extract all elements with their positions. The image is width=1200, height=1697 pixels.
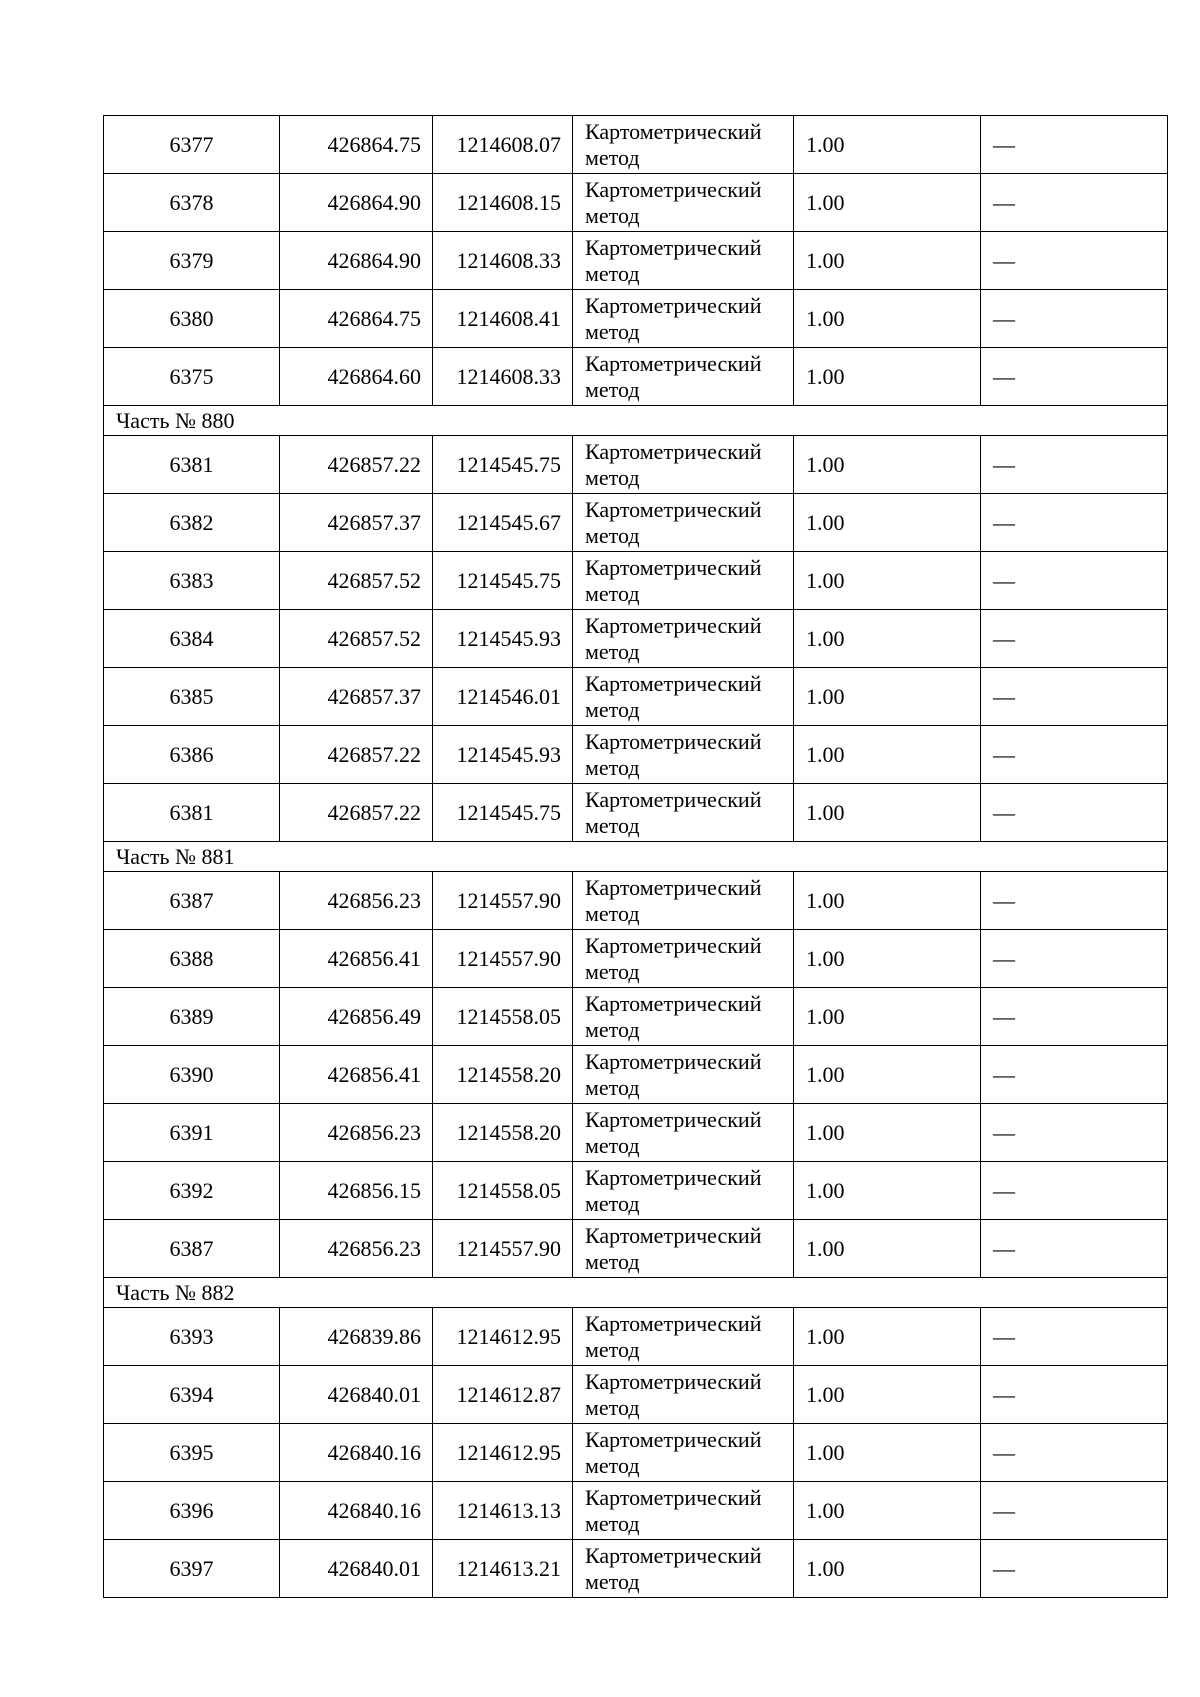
y-coordinate-cell: 1214613.21 — [433, 1540, 573, 1598]
method-text-line: Картометрический — [585, 990, 762, 1016]
y-coordinate-cell: 1214612.95 — [433, 1308, 573, 1366]
method-cell — [573, 348, 794, 406]
method-text-line: метод — [585, 464, 640, 490]
x-coordinate-cell: 426856.41 — [280, 1046, 433, 1104]
note-cell: — — [981, 872, 1168, 930]
table-row — [104, 610, 1168, 668]
x-coordinate-cell: 426840.01 — [280, 1366, 433, 1424]
point-number-cell: 6386 — [104, 726, 280, 784]
point-number-cell: 6387 — [104, 872, 280, 930]
point-number-cell: 6393 — [104, 1308, 280, 1366]
y-coordinate-cell: 1214545.67 — [433, 494, 573, 552]
method-text-line: Картометрический — [585, 350, 762, 376]
method-text-line: Картометрический — [585, 932, 762, 958]
method-text-line: метод — [585, 522, 640, 548]
y-coordinate-cell: 1214545.93 — [433, 610, 573, 668]
x-coordinate-cell: 426857.37 — [280, 668, 433, 726]
method-text-line: Картометрический — [585, 1222, 762, 1248]
method-cell — [573, 552, 794, 610]
y-coordinate-cell: 1214608.41 — [433, 290, 573, 348]
method-text-line: Картометрический — [585, 118, 762, 144]
table-row — [104, 174, 1168, 232]
table-row — [104, 494, 1168, 552]
method-text-line: метод — [585, 696, 640, 722]
y-coordinate-cell: 1214558.05 — [433, 988, 573, 1046]
method-text-line: метод — [585, 1248, 640, 1274]
accuracy-cell: 1.00 — [794, 116, 981, 174]
point-number-cell: 6396 — [104, 1482, 280, 1540]
method-text-line: Картометрический — [585, 1542, 762, 1568]
table-row — [104, 668, 1168, 726]
point-number-cell: 6392 — [104, 1162, 280, 1220]
method-text-line: метод — [585, 144, 640, 170]
y-coordinate-cell: 1214612.95 — [433, 1424, 573, 1482]
accuracy-cell: 1.00 — [794, 348, 981, 406]
x-coordinate-cell: 426864.75 — [280, 116, 433, 174]
x-coordinate-cell: 426856.49 — [280, 988, 433, 1046]
part-header-row — [104, 406, 1168, 436]
x-coordinate-cell: 426839.86 — [280, 1308, 433, 1366]
method-text-line: Картометрический — [585, 1048, 762, 1074]
point-number-cell: 6379 — [104, 232, 280, 290]
note-cell: — — [981, 116, 1168, 174]
x-coordinate-cell: 426864.90 — [280, 174, 433, 232]
y-coordinate-cell: 1214546.01 — [433, 668, 573, 726]
method-cell — [573, 1104, 794, 1162]
method-text-line: метод — [585, 900, 640, 926]
accuracy-cell: 1.00 — [794, 290, 981, 348]
point-number-cell: 6382 — [104, 494, 280, 552]
note-cell: — — [981, 784, 1168, 842]
method-cell — [573, 668, 794, 726]
point-number-cell: 6378 — [104, 174, 280, 232]
point-number-cell: 6389 — [104, 988, 280, 1046]
method-text-line: метод — [585, 202, 640, 228]
note-cell: — — [981, 930, 1168, 988]
y-coordinate-cell: 1214608.33 — [433, 232, 573, 290]
point-number-cell: 6380 — [104, 290, 280, 348]
method-cell — [573, 174, 794, 232]
table-row — [104, 1366, 1168, 1424]
method-text-line: метод — [585, 1074, 640, 1100]
method-cell — [573, 610, 794, 668]
accuracy-cell: 1.00 — [794, 1482, 981, 1540]
accuracy-cell: 1.00 — [794, 1424, 981, 1482]
x-coordinate-cell: 426856.41 — [280, 930, 433, 988]
table-row — [104, 1424, 1168, 1482]
x-coordinate-cell: 426856.15 — [280, 1162, 433, 1220]
table-row — [104, 1220, 1168, 1278]
method-cell — [573, 1162, 794, 1220]
method-cell — [573, 1366, 794, 1424]
x-coordinate-cell: 426857.37 — [280, 494, 433, 552]
table-row — [104, 232, 1168, 290]
point-number-cell: 6383 — [104, 552, 280, 610]
method-cell — [573, 1046, 794, 1104]
table-row — [104, 1104, 1168, 1162]
method-cell — [573, 116, 794, 174]
method-text-line: метод — [585, 376, 640, 402]
table-row — [104, 552, 1168, 610]
method-text-line: метод — [585, 638, 640, 664]
note-cell: — — [981, 1366, 1168, 1424]
point-number-cell: 6381 — [104, 436, 280, 494]
point-number-cell: 6391 — [104, 1104, 280, 1162]
accuracy-cell: 1.00 — [794, 1104, 981, 1162]
y-coordinate-cell: 1214557.90 — [433, 1220, 573, 1278]
x-coordinate-cell: 426857.52 — [280, 610, 433, 668]
method-text-line: метод — [585, 1336, 640, 1362]
table-row — [104, 726, 1168, 784]
accuracy-cell: 1.00 — [794, 668, 981, 726]
table-row — [104, 436, 1168, 494]
table-row — [104, 872, 1168, 930]
point-number-cell: 6388 — [104, 930, 280, 988]
method-text-line: Картометрический — [585, 1484, 762, 1510]
point-number-cell: 6377 — [104, 116, 280, 174]
y-coordinate-cell: 1214608.33 — [433, 348, 573, 406]
method-text-line: Картометрический — [585, 234, 762, 260]
point-number-cell: 6384 — [104, 610, 280, 668]
method-cell — [573, 872, 794, 930]
note-cell: — — [981, 1540, 1168, 1598]
note-cell: — — [981, 494, 1168, 552]
method-text-line: Картометрический — [585, 1426, 762, 1452]
method-text-line: Картометрический — [585, 874, 762, 900]
note-cell: — — [981, 1046, 1168, 1104]
method-text-line: метод — [585, 1452, 640, 1478]
x-coordinate-cell: 426864.60 — [280, 348, 433, 406]
y-coordinate-cell: 1214613.13 — [433, 1482, 573, 1540]
note-cell: — — [981, 726, 1168, 784]
y-coordinate-cell: 1214545.93 — [433, 726, 573, 784]
accuracy-cell: 1.00 — [794, 1540, 981, 1598]
method-text-line: Картометрический — [585, 670, 762, 696]
method-text-line: Картометрический — [585, 728, 762, 754]
note-cell: — — [981, 1308, 1168, 1366]
note-cell: — — [981, 1104, 1168, 1162]
method-text-line: метод — [585, 1394, 640, 1420]
note-cell: — — [981, 290, 1168, 348]
table-row — [104, 290, 1168, 348]
method-text-line: Картометрический — [585, 496, 762, 522]
note-cell: — — [981, 436, 1168, 494]
method-cell — [573, 232, 794, 290]
point-number-cell: 6381 — [104, 784, 280, 842]
point-number-cell: 6394 — [104, 1366, 280, 1424]
table-row — [104, 784, 1168, 842]
method-cell — [573, 1482, 794, 1540]
accuracy-cell: 1.00 — [794, 552, 981, 610]
x-coordinate-cell: 426856.23 — [280, 872, 433, 930]
note-cell: — — [981, 552, 1168, 610]
part-label: Часть № 882 — [104, 1278, 1168, 1308]
note-cell: — — [981, 1424, 1168, 1482]
note-cell: — — [981, 988, 1168, 1046]
y-coordinate-cell: 1214608.07 — [433, 116, 573, 174]
y-coordinate-cell: 1214558.05 — [433, 1162, 573, 1220]
point-number-cell: 6390 — [104, 1046, 280, 1104]
method-text-line: метод — [585, 754, 640, 780]
y-coordinate-cell: 1214612.87 — [433, 1366, 573, 1424]
y-coordinate-cell: 1214545.75 — [433, 552, 573, 610]
accuracy-cell: 1.00 — [794, 436, 981, 494]
accuracy-cell: 1.00 — [794, 1308, 981, 1366]
method-text-line: метод — [585, 1132, 640, 1158]
x-coordinate-cell: 426856.23 — [280, 1104, 433, 1162]
x-coordinate-cell: 426856.23 — [280, 1220, 433, 1278]
table-row — [104, 348, 1168, 406]
method-text-line: Картометрический — [585, 1164, 762, 1190]
table-row — [104, 1308, 1168, 1366]
method-cell — [573, 726, 794, 784]
method-text-line: Картометрический — [585, 1106, 762, 1132]
x-coordinate-cell: 426864.90 — [280, 232, 433, 290]
point-number-cell: 6375 — [104, 348, 280, 406]
y-coordinate-cell: 1214557.90 — [433, 872, 573, 930]
table-row — [104, 1162, 1168, 1220]
method-text-line: метод — [585, 1568, 640, 1594]
accuracy-cell: 1.00 — [794, 1366, 981, 1424]
part-label: Часть № 881 — [104, 842, 1168, 872]
point-number-cell: 6395 — [104, 1424, 280, 1482]
y-coordinate-cell: 1214558.20 — [433, 1104, 573, 1162]
coordinates-table-body — [104, 116, 1168, 1598]
accuracy-cell: 1.00 — [794, 494, 981, 552]
method-text-line: метод — [585, 1510, 640, 1536]
y-coordinate-cell: 1214545.75 — [433, 784, 573, 842]
method-text-line: метод — [585, 580, 640, 606]
y-coordinate-cell: 1214545.75 — [433, 436, 573, 494]
note-cell: — — [981, 610, 1168, 668]
accuracy-cell: 1.00 — [794, 1220, 981, 1278]
method-cell — [573, 290, 794, 348]
accuracy-cell: 1.00 — [794, 232, 981, 290]
method-text-line: метод — [585, 1016, 640, 1042]
method-cell — [573, 494, 794, 552]
x-coordinate-cell: 426857.52 — [280, 552, 433, 610]
note-cell: — — [981, 348, 1168, 406]
accuracy-cell: 1.00 — [794, 988, 981, 1046]
x-coordinate-cell: 426840.16 — [280, 1424, 433, 1482]
table-row — [104, 930, 1168, 988]
y-coordinate-cell: 1214608.15 — [433, 174, 573, 232]
method-text-line: Картометрический — [585, 612, 762, 638]
method-cell — [573, 436, 794, 494]
point-number-cell: 6397 — [104, 1540, 280, 1598]
accuracy-cell: 1.00 — [794, 1162, 981, 1220]
part-header-row — [104, 1278, 1168, 1308]
accuracy-cell: 1.00 — [794, 610, 981, 668]
accuracy-cell: 1.00 — [794, 174, 981, 232]
point-number-cell: 6387 — [104, 1220, 280, 1278]
accuracy-cell: 1.00 — [794, 872, 981, 930]
method-text-line: Картометрический — [585, 1310, 762, 1336]
coordinates-table — [103, 115, 1168, 1598]
method-cell — [573, 930, 794, 988]
table-row — [104, 1046, 1168, 1104]
method-text-line: метод — [585, 318, 640, 344]
method-cell — [573, 1424, 794, 1482]
table-row — [104, 1482, 1168, 1540]
note-cell: — — [981, 668, 1168, 726]
table-row — [104, 988, 1168, 1046]
note-cell: — — [981, 1220, 1168, 1278]
method-cell — [573, 988, 794, 1046]
table-row — [104, 1540, 1168, 1598]
method-text-line: Картометрический — [585, 176, 762, 202]
method-text-line: метод — [585, 958, 640, 984]
note-cell: — — [981, 1482, 1168, 1540]
accuracy-cell: 1.00 — [794, 1046, 981, 1104]
accuracy-cell: 1.00 — [794, 726, 981, 784]
note-cell: — — [981, 1162, 1168, 1220]
part-header-row — [104, 842, 1168, 872]
part-label: Часть № 880 — [104, 406, 1168, 436]
method-text-line: метод — [585, 260, 640, 286]
method-cell — [573, 1308, 794, 1366]
x-coordinate-cell: 426840.01 — [280, 1540, 433, 1598]
method-text-line: метод — [585, 812, 640, 838]
y-coordinate-cell: 1214557.90 — [433, 930, 573, 988]
x-coordinate-cell: 426857.22 — [280, 784, 433, 842]
note-cell: — — [981, 232, 1168, 290]
method-text-line: Картометрический — [585, 1368, 762, 1394]
method-cell — [573, 1540, 794, 1598]
method-cell — [573, 784, 794, 842]
accuracy-cell: 1.00 — [794, 784, 981, 842]
method-cell — [573, 1220, 794, 1278]
x-coordinate-cell: 426857.22 — [280, 436, 433, 494]
x-coordinate-cell: 426864.75 — [280, 290, 433, 348]
x-coordinate-cell: 426840.16 — [280, 1482, 433, 1540]
note-cell: — — [981, 174, 1168, 232]
method-text-line: Картометрический — [585, 438, 762, 464]
point-number-cell: 6385 — [104, 668, 280, 726]
method-text-line: Картометрический — [585, 554, 762, 580]
table-row — [104, 116, 1168, 174]
y-coordinate-cell: 1214558.20 — [433, 1046, 573, 1104]
accuracy-cell: 1.00 — [794, 930, 981, 988]
method-text-line: Картометрический — [585, 786, 762, 812]
method-text-line: Картометрический — [585, 292, 762, 318]
x-coordinate-cell: 426857.22 — [280, 726, 433, 784]
method-text-line: метод — [585, 1190, 640, 1216]
